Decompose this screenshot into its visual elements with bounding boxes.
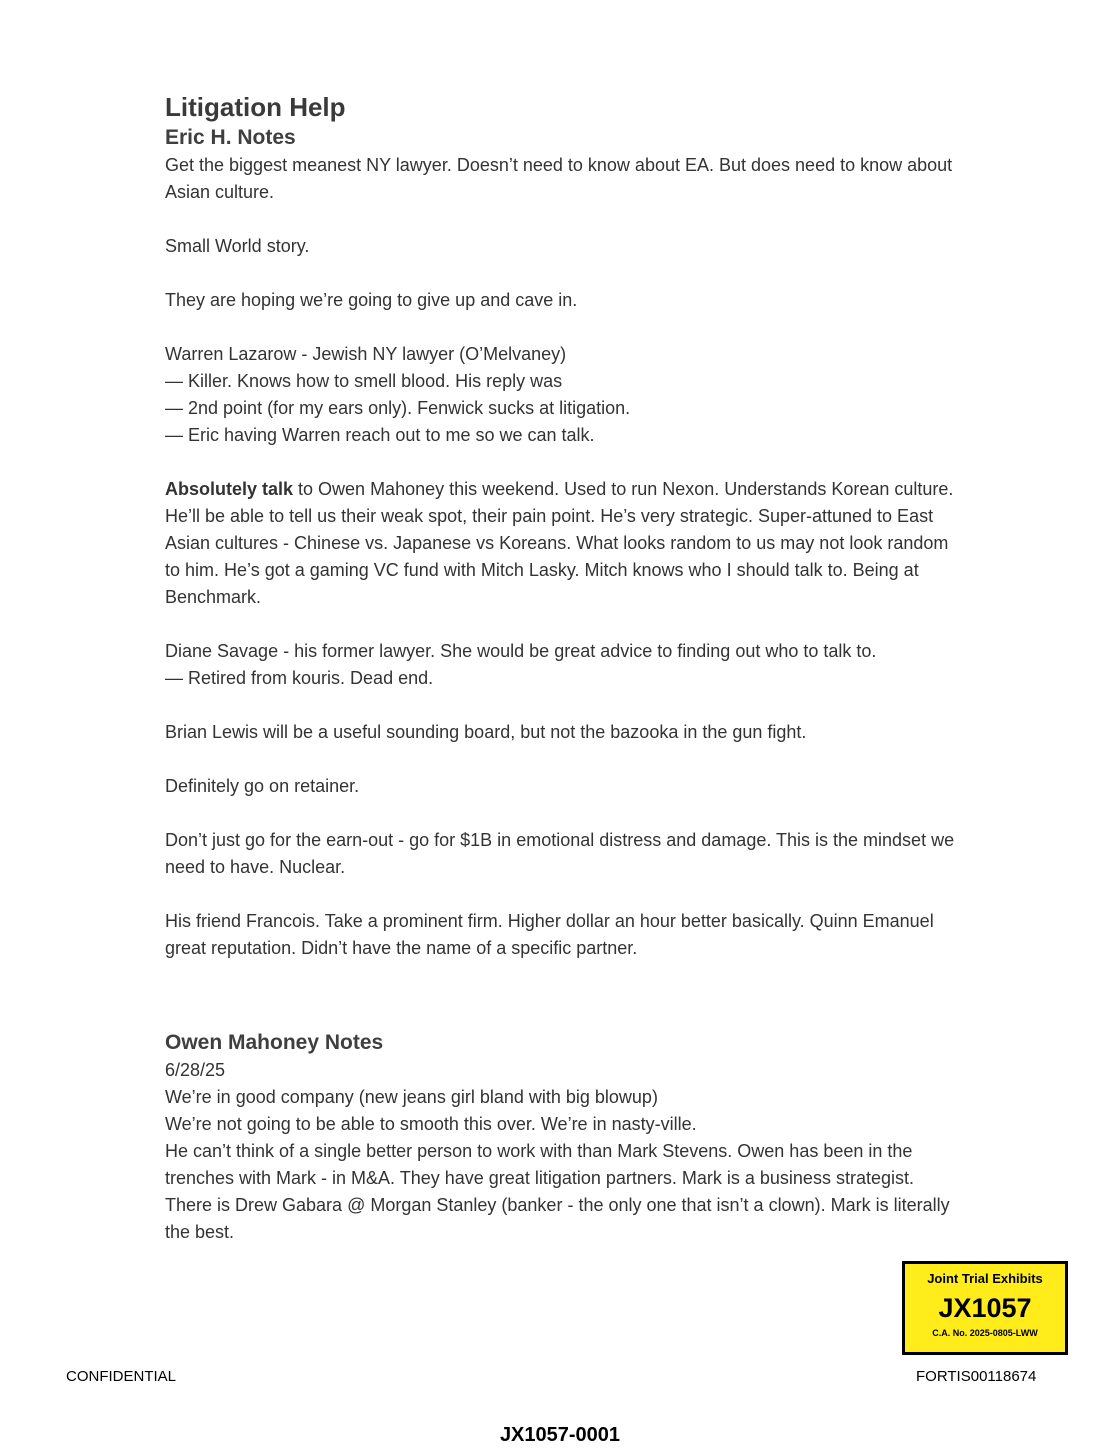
text-line: — 2nd point (for my ears only). Fenwick sucks at litigation. xyxy=(165,398,631,418)
stamp-case-number: C.A. No. 2025-0805-LWW xyxy=(932,1328,1038,1338)
bates-number: FORTIS00118674 xyxy=(916,1368,1037,1385)
paragraph-text: to Owen Mahoney this weekend. Used to run Nexon. Understands Korean culture. He’ll be able to tell us their weak spot, their pain point. He’s very strategic. Super-attuned to East Asian cultures - Chinese vs. Japanese vs Koreans. What looks random to us may not look random to him. He’s got a gaming VC fund with Mitch Lasky. Mitch knows who I should talk to. Being at Benchmark. xyxy=(165,479,954,607)
exhibit-id: JX1057-0001 xyxy=(499,1424,621,1446)
paragraph-warren xyxy=(165,341,965,449)
paragraph: They are hoping we’re going to give up and cave in. xyxy=(165,290,578,310)
exhibit-stamp xyxy=(902,1261,1068,1355)
text-line: — Retired from kouris. Dead end. xyxy=(165,668,434,688)
spacer xyxy=(165,1002,965,1029)
text-line: — Eric having Warren reach out to me so we can talk. xyxy=(165,425,595,445)
section-heading-owen: Owen Mahoney Notes xyxy=(165,1031,384,1054)
text-line: We’re in good company (new jeans girl bland with big blowup) xyxy=(165,1087,658,1107)
paragraph-diane xyxy=(165,638,965,692)
confidential-label: CONFIDENTIAL xyxy=(66,1368,177,1385)
section-heading-eric: Eric H. Notes xyxy=(165,126,296,149)
paragraph: Definitely go on retainer. xyxy=(165,776,360,796)
document-body xyxy=(165,90,965,1246)
stamp-title: Joint Trial Exhibits xyxy=(927,1271,1043,1286)
paragraph: His friend Francois. Take a prominent firm. Higher dollar an hour better basically. Quinn Emanuel great reputation. Didn’t have the name of a specific partner. xyxy=(165,911,934,958)
spacer xyxy=(165,962,965,1002)
stamp-number: JX1057 xyxy=(938,1293,1032,1323)
text-line: — Killer. Knows how to smell blood. His reply was xyxy=(165,371,563,391)
paragraph: Small World story. xyxy=(165,236,310,256)
paragraph: Don’t just go for the earn-out - go for $1B in emotional distress and damage. This is the mindset we need to have. Nuclear. xyxy=(165,830,955,877)
paragraph: Brian Lewis will be a useful sounding board, but not the bazooka in the gun fight. xyxy=(165,722,807,742)
text-line: Diane Savage - his former lawyer. She would be great advice to finding out who to talk to. xyxy=(165,641,877,661)
bold-text: Absolutely talk xyxy=(165,479,294,499)
paragraph-owen xyxy=(165,476,965,611)
paragraph: Get the biggest meanest NY lawyer. Doesn’t need to know about EA. But does need to know about Asian culture. xyxy=(165,155,953,202)
note-date: 6/28/25 xyxy=(165,1060,226,1080)
text-line: Warren Lazarow - Jewish NY lawyer (O’Melvaney) xyxy=(165,344,567,364)
paragraph: He can’t think of a single better person to work with than Mark Stevens. Owen has been in the trenches with Mark - in M&A. They have great litigation partners. Mark is a business strategist. There is Drew Gabara @ Morgan Stanley (banker - the only one that isn’t a clown). Mark is literally the best. xyxy=(165,1141,950,1242)
page-title: Litigation Help xyxy=(165,92,346,122)
text-line: We’re not going to be able to smooth this over. We’re in nasty-ville. xyxy=(165,1114,697,1134)
